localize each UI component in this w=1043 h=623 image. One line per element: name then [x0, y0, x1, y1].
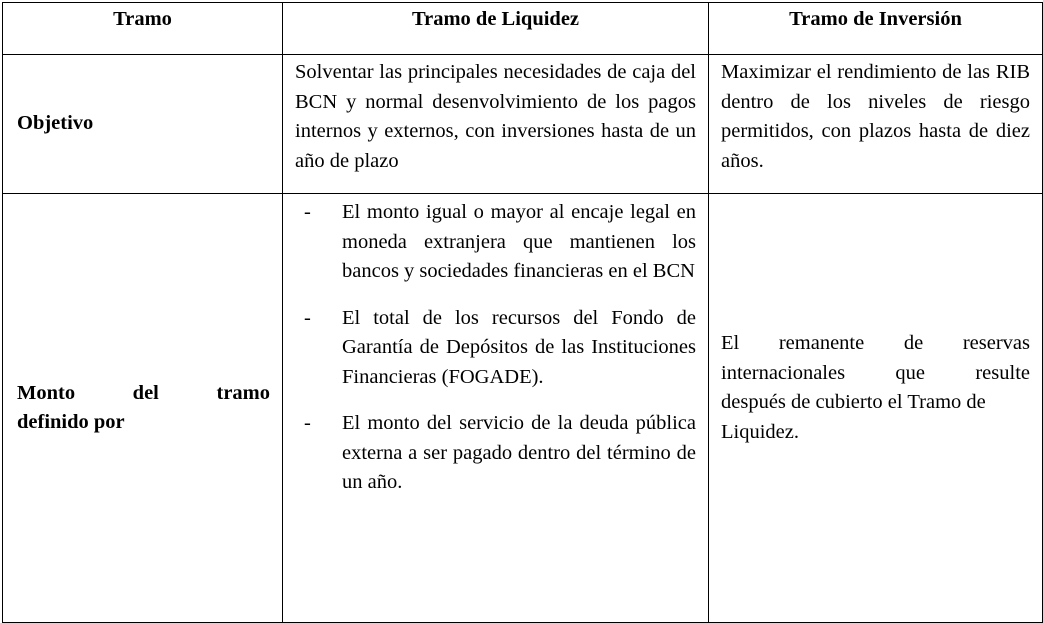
- monto-inversion-text: [709, 194, 1043, 623]
- objetivo-liquidez-text: Solventar las principales necesidades de caja del BCN y normal desenvolvimiento de los pagos internos y externos, con inversiones hasta de un año de plazo: [283, 55, 709, 194]
- objetivo-row: [3, 55, 1043, 194]
- monto-liquidez-list: [283, 194, 708, 512]
- list-item-text: El monto igual o mayor al encaje legal en moneda extranjera que mantienen los bancos y sociedades financieras en el BCN: [342, 201, 696, 282]
- monto-label-line2: definido por: [17, 411, 125, 433]
- list-item: [283, 409, 696, 498]
- dash-bullet: -: [304, 306, 311, 329]
- monto-inversion-line: Liquidez.: [721, 420, 799, 443]
- objetivo-inversion-text: Maximizar el rendimiento de las RIB dentro de los niveles de riesgo permitidos, con plazos hasta de diez años.: [709, 55, 1043, 194]
- header-tramo: Tramo: [3, 3, 283, 55]
- monto-inversion-line: después de cubierto el Tramo de: [721, 391, 986, 413]
- monto-label: [3, 194, 283, 623]
- header-tramo-liquidez: Tramo de Liquidez: [283, 3, 709, 55]
- tramos-table: [2, 2, 1043, 623]
- list-item-text: El monto del servicio de la deuda pública externa a ser pagado dentro del término de un año.: [342, 412, 696, 493]
- dash-bullet: -: [304, 412, 311, 434]
- monto-row: [3, 194, 1043, 623]
- list-item-text: El total de los recursos del Fondo de Garantía de Depósitos de las Instituciones Financieras (FOGADE).: [342, 306, 696, 388]
- list-item: [283, 198, 696, 287]
- objetivo-label: Objetivo: [3, 55, 283, 194]
- header-row: [3, 3, 1043, 55]
- list-item: [283, 304, 696, 393]
- monto-liquidez-cell: [283, 194, 709, 623]
- dash-bullet: -: [304, 201, 311, 223]
- monto-label-line1: Monto del tramo: [17, 381, 270, 404]
- header-tramo-inversion: Tramo de Inversión: [709, 3, 1043, 55]
- monto-inversion-line: El remanente de reservas: [721, 332, 1030, 354]
- monto-inversion-line: internacionales que resulte: [721, 361, 1030, 384]
